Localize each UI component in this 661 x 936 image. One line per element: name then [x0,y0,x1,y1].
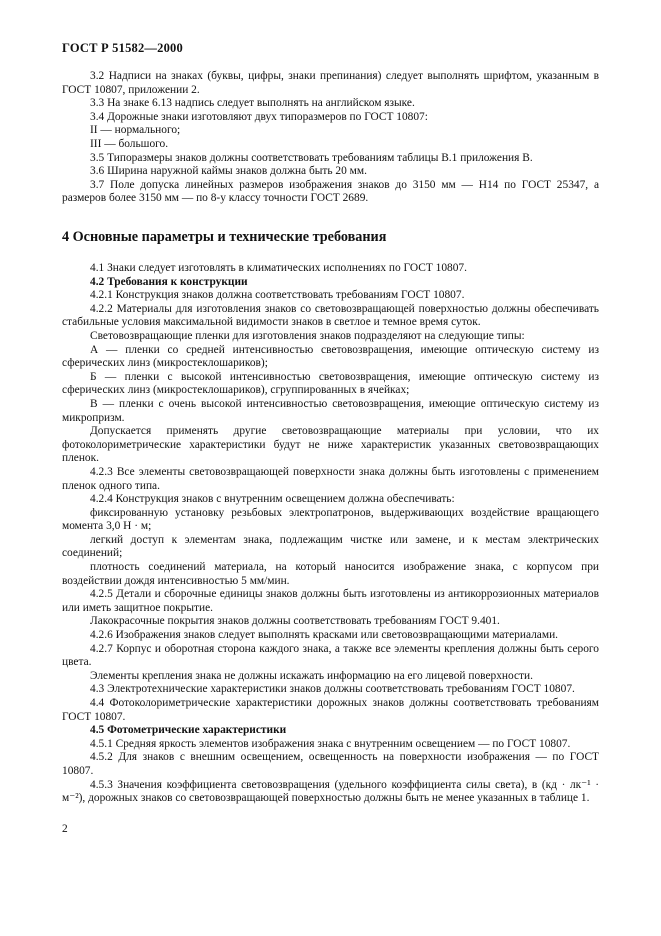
paragraph-3-2: 3.2 Надписи на знаках (буквы, цифры, знаки препинания) следует выполнять шрифтом, указанным в ГОСТ 10807, приложении 2. [62,70,599,96]
section-4-paragraph: 4.5.3 Значения коэффициента световозвращения (удельного коэффициента силы света), в (кд · лк⁻¹ · м⁻²), дорожных знаков со световозвращающей поверхностью должны быть не менее указанных в таблице 1. [62,778,599,805]
section-4-paragraph: 4.2.6 Изображения знаков следует выполнять красками или световозвращающими материалами. [90,629,559,642]
section-4-paragraph: 4.4 Фотоколориметрические характеристики дорожных знаков должны соответствовать требованиям ГОСТ 10807. [62,697,599,723]
section-4-heading: 4 Основные параметры и технические требования [62,229,387,245]
section-3-items [62,70,599,206]
section-4-paragraph: 4.5.2 Для знаков с внешним освещением, освещенность на поверхности изображения — по ГОСТ 10807. [62,751,599,777]
page-number: 2 [62,823,68,835]
section-4-paragraph: Б — пленки с высокой интенсивностью световозвращения, имеющие оптическую систему из сферических линз (микростеклошариков), сгруппированных в ячейках; [62,370,599,397]
section-4-paragraph: Элементы крепления знака не должны искажать информацию на его лицевой поверхности. [90,669,533,682]
paragraph-3-4-size-ii: II — нормального; [90,124,181,137]
section-4-paragraph: 4.2.2 Материалы для изготовления знаков со световозвращающей поверхностью должны обеспечивать стабильные условия максимальной видимости знаков в светлое и темное время суток. [62,302,599,329]
section-4-paragraph: легкий доступ к элементам знака, подлежащим чистке или замене, и к местам электрических соединений; [62,533,599,560]
paragraph-3-6: 3.6 Ширина наружной каймы знаков должна быть 20 мм. [90,165,367,178]
section-4-paragraph: 4.2 Требования к конструкции [90,275,248,288]
section-4-paragraph: В — пленки с очень высокой интенсивностью световозвращения, имеющие оптическую систему из микропризм. [62,397,599,424]
paragraph-3-4: 3.4 Дорожные знаки изготовляют двух типоразмеров по ГОСТ 10807: [90,110,428,123]
section-4-paragraph: А — пленки со средней интенсивностью световозвращения, имеющие оптическую систему из сферических линз (микростеклошариков); [62,343,599,370]
section-4-paragraph: плотность соединений материала, на который наносится изображение знака, с корпусом при воздействии дождя интенсивностью 5 мм/мин. [62,561,599,587]
paragraph-3-5: 3.5 Типоразмеры знаков должны соответствовать требованиям таблицы В.1 приложения В. [90,151,533,164]
section-4-paragraph: 4.2.5 Детали и сборочные единицы знаков должны быть изготовлены из антикоррозионных материалов или иметь защитное покрытие. [62,588,599,614]
section-4-paragraph: Допускается применять другие световозвращающие материалы при условии, что их фотоколориметрические характеристики будут не ниже характеристик указанных световозвращающих пленок. [62,425,599,465]
paragraph-3-3: 3.3 На знаке 6.13 надпись следует выполнять на английском языке. [90,97,415,110]
section-4-paragraph: 4.2.4 Конструкция знаков с внутренним освещением должна обеспечивать: [90,493,455,506]
section-4-paragraph: Световозвращающие пленки для изготовления знаков подразделяют на следующие типы: [90,329,525,342]
section-4-paragraph: 4.2.3 Все элементы световозвращающей поверхности знака должны быть изготовлены с применением пленок одного типа. [62,465,599,492]
section-4-paragraph: 4.2.7 Корпус и оборотная сторона каждого знака, а также все элементы крепления должны быть серого цвета. [62,642,599,669]
section-4-paragraph: фиксированную установку резьбовых электропатронов, выдерживающих воздействие вращающего момента 3,0 Н · м; [62,506,599,533]
section-4-paragraph: Лакокрасочные покрытия знаков должны соответствовать требованиям ГОСТ 9.401. [90,615,500,628]
section-4-items [62,262,599,806]
section-4-paragraph: 4.5 Фотометрические характеристики [90,724,287,737]
section-4-paragraph: 4.3 Электротехнические характеристики знаков должны соответствовать требованиям ГОСТ 10807. [90,683,575,696]
paragraph-3-7: 3.7 Поле допуска линейных размеров изображения знаков до 3150 мм — H14 по ГОСТ 25347, а размеров более 3150 мм — по 8-у классу точности ГОСТ 2689. [62,178,599,205]
section-4-paragraph: 4.1 Знаки следует изготовлять в климатических исполнениях по ГОСТ 10807. [90,262,467,274]
paragraph-3-4-size-iii: III — большого. [90,137,169,150]
section-4-paragraph: 4.2.1 Конструкция знаков должна соответствовать требованиям ГОСТ 10807. [90,289,465,302]
section-4-paragraph: 4.5.1 Средняя яркость элементов изображения знака с внутренним освещением — по ГОСТ 10807. [90,737,571,750]
document-header: ГОСТ Р 51582—2000 [62,41,183,55]
